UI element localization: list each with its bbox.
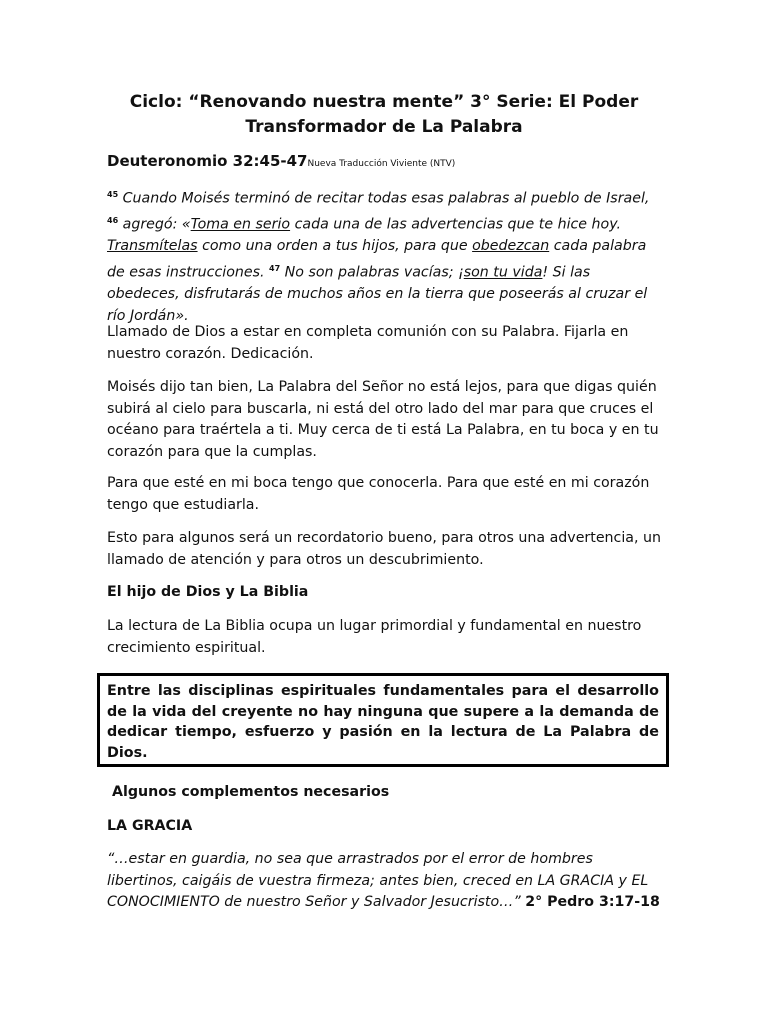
quote-text: “…estar en guardia, no sea que arrastrados por el error de hombres libertinos, caigáis de vuestra firmeza; antes bien, creced en LA GRACIA y EL CONOCIMIENTO de nuestro Señor y Salvador Jesucristo…” <box>107 851 649 910</box>
scripture-passage <box>107 184 663 327</box>
scripture-reference <box>107 152 455 170</box>
verse-text-4: como una orden a tus hijos, para que <box>197 238 473 255</box>
reference-book: Deuteronomio 32:45-47 <box>107 152 308 170</box>
underlined-phrase-3: obedezcan <box>472 238 550 255</box>
verse-text-5: cada palabra de esas instrucciones. <box>107 238 647 281</box>
title-line-1: Ciclo: “Renovando nuestra mente” 3° Serie: El Poder <box>129 92 639 112</box>
verse-number-46: 46 <box>107 216 119 226</box>
paragraph-4: Esto para algunos será un recordatorio bueno, para otros una advertencia, un llamado de atención y para otros un descubrimiento. <box>107 530 661 568</box>
verse-text-1: Cuando Moisés terminó de recitar todas esas palabras al pueblo de Israel, <box>118 190 650 207</box>
highlighted-box <box>97 673 669 767</box>
verse-text-3: cada una de las advertencias que te hice hoy. <box>290 216 622 233</box>
verse-number-45: 45 <box>107 190 119 199</box>
section-heading-hijo-de-dios: El hijo de Dios y La Biblia <box>107 584 309 600</box>
scripture-quote <box>107 849 663 914</box>
underlined-phrase-2: Transmítelas <box>107 238 198 255</box>
section-heading-complementos: Algunos complementos necesarios <box>112 784 390 800</box>
section-heading-la-gracia: LA GRACIA <box>107 818 193 834</box>
highlighted-box-text: Entre las disciplinas espirituales fundamentales para el desarrollo de la vida del creyente no hay ninguna que supere a la demanda de dedicar tiempo, esfuerzo y pasión en la lectura de La Palabra de Dios. <box>107 683 659 761</box>
verse-text-7: ! Si las obedeces, disfrutarás de muchos años en la tierra que poseerás al cruzar el río Jordán». <box>107 264 648 324</box>
verse-number-47: 47 <box>269 263 281 273</box>
paragraph-2: Moisés dijo tan bien, La Palabra del Señor no está lejos, para que digas quién subirá al cielo para buscarla, ni está del otro lado del mar para que cruces el océano para traértela a ti. Muy cerca de ti está La Palabra, en tu boca y en tu corazón para que la cumplas. <box>107 379 659 460</box>
underlined-phrase-1: Toma en serio <box>190 216 291 233</box>
paragraph-5: La lectura de La Biblia ocupa un lugar primordial y fundamental en nuestro crecimiento espiritual. <box>107 618 642 656</box>
document-title <box>100 90 668 140</box>
verse-text-6: No son palabras vacías; ¡ <box>280 264 464 281</box>
verse-text-2: agregó: « <box>118 216 191 233</box>
paragraph-3: Para que esté en mi boca tengo que conocerla. Para que esté en mi corazón tengo que estudiarla. <box>107 475 650 513</box>
paragraph-1: Llamado de Dios a estar en completa comunión con su Palabra. Fijarla en nuestro corazón. Dedicación. <box>107 324 629 362</box>
reference-version: Nueva Traducción Viviente (NTV) <box>307 159 456 169</box>
quote-reference: 2° Pedro 3:17-18 <box>525 894 660 910</box>
underlined-phrase-4: son tu vida <box>463 264 543 281</box>
title-line-2: Transformador de La Palabra <box>245 117 523 137</box>
